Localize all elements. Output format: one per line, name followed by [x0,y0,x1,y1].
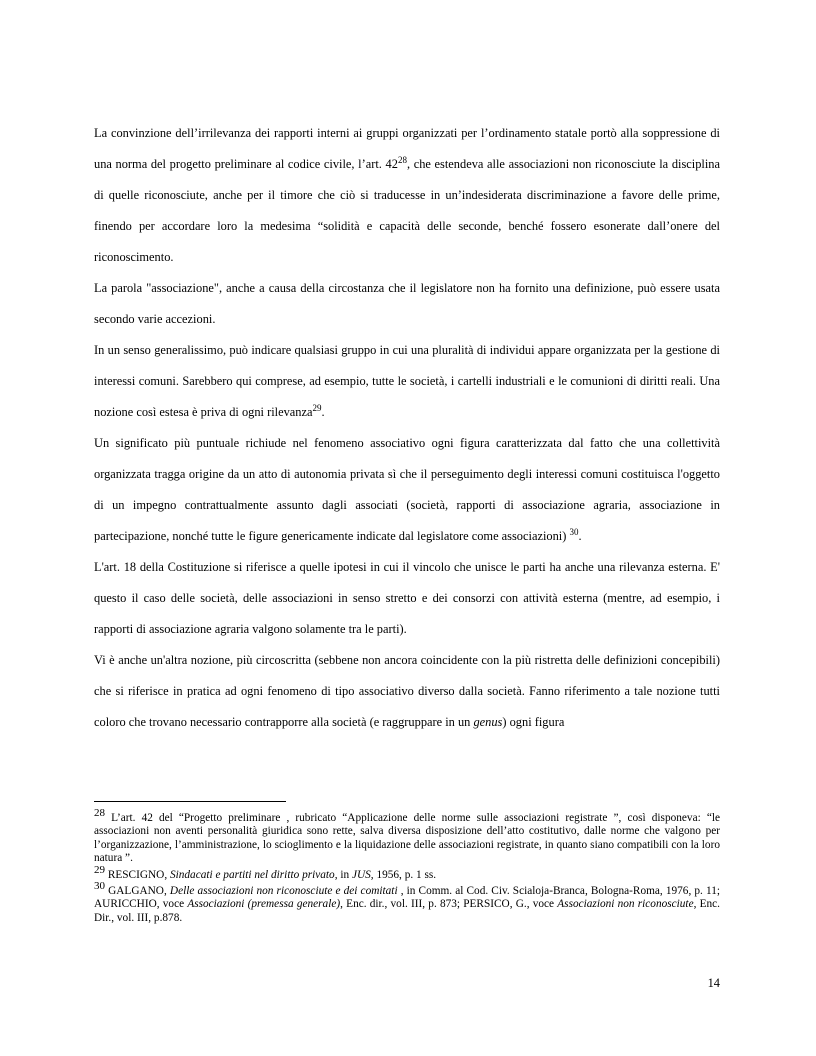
text-run: RESCIGNO, [105,868,170,881]
paragraph [94,552,720,645]
paragraph [94,645,720,738]
footnote [94,863,720,882]
text-run: , Enc. dir., vol. III, p. 873; PERSICO, G., voce [340,898,558,911]
italic-text: Associazioni (premessa generale) [187,898,341,911]
footnote-number: 29 [94,863,105,876]
paragraph [94,273,720,335]
text-run: . [578,529,582,543]
italic-text: Delle associazioni non riconosciute e dei comitati [169,885,398,898]
text-run: Vi è anche un'altra nozione, più circoscritta (sebbene non ancora coincidente con la più ristretta delle definizioni concepibili) che si riferisce in pratica ad ogni fenomeno di tipo associativo diverso dalla società. Fanno riferimento a tale nozione tutti coloro che trovano necessario contrapporre alla società (e raggruppare in un [94,653,720,729]
text-run: , in [334,868,352,881]
footnote-text [94,812,720,864]
footnote-text [94,885,720,924]
paragraph [94,428,720,552]
text-run: . [321,405,325,419]
text-run: ) ogni figura [502,715,565,729]
text-run: La convinzione dell’irrilevanza dei rapporti interni ai gruppi organizzati per l’ordinamento statale portò alla soppressione di una norma del progetto preliminare al codice civile, l’art. 42 [94,126,720,171]
page-number: 14 [707,976,720,990]
footnote-ref: 28 [397,154,407,165]
footnote-number: 28 [94,807,105,820]
footnote [94,807,720,866]
paragraph [94,335,720,428]
text-run: GALGANO, [105,885,170,898]
text-run: La parola "associazione", anche a causa della circostanza che il legislatore non ha fornito una definizione, può essere usata secondo varie accezioni. [94,281,720,326]
footnote [94,880,721,925]
footnote-text [105,869,436,881]
body-text [94,118,720,738]
footnote-ref: 30 [569,526,579,537]
italic-text: Sindacati e partiti nel diritto privato [169,868,335,881]
italic-text: Associazioni non riconosciute [557,898,694,911]
footnote-number: 30 [94,880,105,893]
footnote-separator [94,801,286,802]
text-run: L’art. 42 del “Progetto preliminare , rubricato “Applicazione delle norme sulle associazioni registrate ”, così disponeva: “le associazioni non aventi personalità giuridica sono rette, salva diversa disposizione dell’atto costitutivo, dalle norme che valgono per l’organizzazione, l’amministrazione, lo scioglimento e la liquidazione delle associazioni registrate, in quanto siano compatibili con la loro natura ”. [94,812,720,865]
italic-text: JUS, [351,868,374,881]
text-run: Un significato più puntuale richiude nel fenomeno associativo ogni figura caratterizzata dal fatto che una collettività organizzata tragga origine da un atto di autonomia privata sì che il perseguimento degli interessi comuni costituisca l'oggetto di un impegno contrattualmente assunto dagli associati (società, rapporti di associazione agraria, associazione in partecipazione, nonché tutte le figure genericamente indicate dal legislatore come associazioni) [94,436,720,543]
text-run: , Enc. Dir., vol. III, p.878. [94,898,721,924]
italic-text: genus [473,715,503,729]
text-run: , in Comm. al Cod. Civ. Scialoja-Branca, Bologna-Roma, 1976, p. 11; AURICCHIO, voce [94,885,721,911]
paragraph [94,118,720,273]
footnote-ref: 29 [312,402,322,413]
text-run: In un senso generalissimo, può indicare qualsiasi gruppo in cui una pluralità di individui appare organizzata per la gestione di interessi comuni. Sarebbero qui comprese, ad esempio, tutte le società, i cartelli industriali e le comunioni di diritti reali. Una nozione così estesa è priva di ogni rilevanza [94,343,720,419]
footnotes [94,807,721,928]
text-run: L'art. 18 della Costituzione si riferisce a quelle ipotesi in cui il vincolo che unisce le parti ha anche una rilevanza esterna. E' questo il caso delle società, delle associazioni in senso stretto e dei consorzi con attività esterna (mentre, ad esempio, i rapporti di associazione agraria valgono solamente tra le parti). [94,560,720,636]
text-run: , che estendeva alle associazioni non riconosciute la disciplina di quelle riconosciute, anche per il timore che ciò si traducesse in un’indesiderata discriminazione a favore delle prime, finendo per accordare loro la medesima “solidità e capacità delle seconde, benché fossero esonerate dall’onere del riconoscimento. [94,157,720,264]
text-run: 1956, p. 1 ss. [373,868,437,881]
